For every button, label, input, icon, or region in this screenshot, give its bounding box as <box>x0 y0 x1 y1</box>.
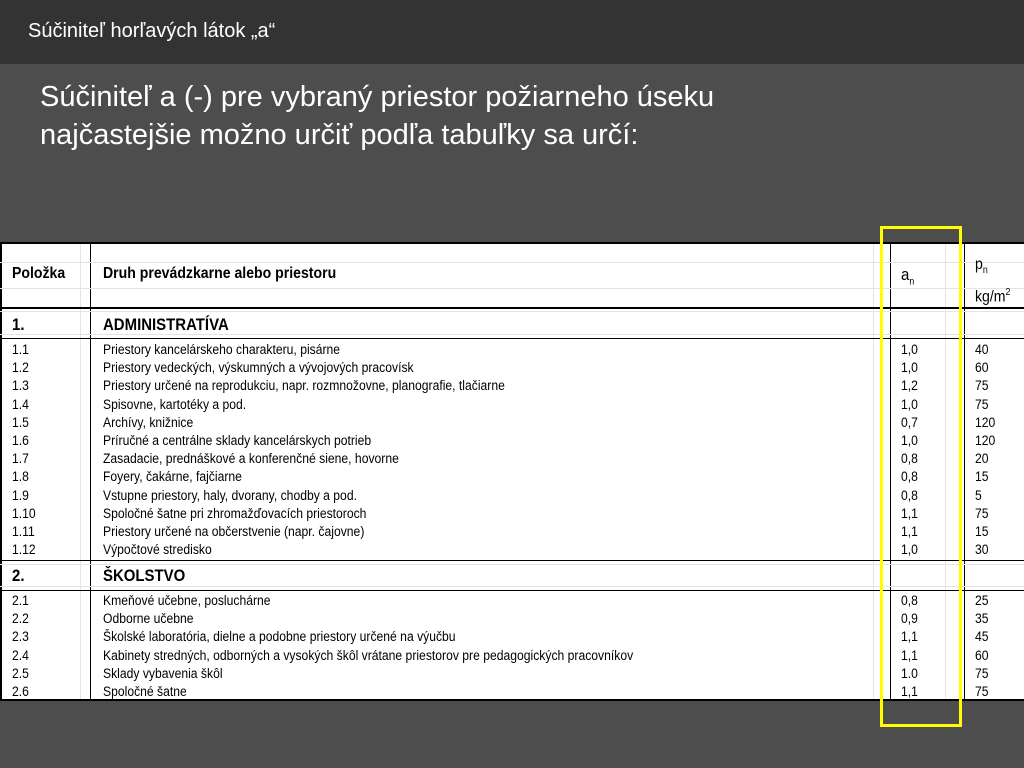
row-name: Archívy, knižnice <box>103 414 194 430</box>
row-id: 2.5 <box>12 665 29 681</box>
row-guide <box>0 262 1024 263</box>
row-p: 5 <box>975 487 982 503</box>
data-table <box>0 242 1024 701</box>
table-row <box>0 450 1024 468</box>
row-name: Zasadacie, prednáškové a konferenčné siene, hovorne <box>103 451 399 467</box>
row-p: 120 <box>975 414 996 430</box>
row-a: 1,1 <box>901 647 918 663</box>
header-p-unit-sup: 2 <box>1005 287 1011 299</box>
row-id: 1.1 <box>12 342 29 357</box>
row-a: 1,1 <box>901 629 918 645</box>
row-p: 75 <box>975 505 989 521</box>
header-pn <box>975 254 1010 309</box>
table-row <box>0 628 1024 646</box>
row-id: 1.7 <box>12 451 29 467</box>
row-a: 0,8 <box>901 593 918 608</box>
section-number: 1. <box>12 315 25 334</box>
row-name: Priestory vedeckých, výskumných a vývojových pracovísk <box>103 360 414 376</box>
row-p: 30 <box>975 542 989 558</box>
row-p: 35 <box>975 611 989 627</box>
table-row <box>0 359 1024 377</box>
section-divider <box>0 338 1024 339</box>
header-divider <box>0 307 1024 309</box>
row-a: 1,0 <box>901 396 918 412</box>
header-druh: Druh prevádzkarne alebo priestoru <box>103 265 337 282</box>
slide-heading <box>40 78 1000 154</box>
table-row <box>0 377 1024 395</box>
section-number: 2. <box>12 566 25 585</box>
section-name: ŠKOLSTVO <box>103 566 186 585</box>
an-column-highlight <box>880 226 962 727</box>
header-a-sub: n <box>909 276 915 288</box>
row-name: Priestory určené na občerstvenie (napr. čajovne) <box>103 523 365 539</box>
row-p: 15 <box>975 523 989 539</box>
row-guide <box>0 586 1024 587</box>
row-a: 1,1 <box>901 683 918 699</box>
row-name: Príručné a centrálne sklady kancelárskych potrieb <box>103 432 372 448</box>
row-name: Odborne učebne <box>103 611 194 627</box>
heading-line-2: najčastejšie možno určiť podľa tabuľky sa určí: <box>40 119 639 151</box>
row-a: 1,0 <box>901 432 918 448</box>
table-row <box>0 523 1024 541</box>
row-name: Spoločné šatne pri zhromažďovacích priestoroch <box>103 505 367 521</box>
section-divider <box>0 560 1024 561</box>
row-a: 0,8 <box>901 451 918 467</box>
section-name: ADMINISTRATÍVA <box>103 315 229 334</box>
row-a: 1.0 <box>901 665 918 681</box>
table-row <box>0 487 1024 505</box>
section-divider <box>0 590 1024 591</box>
header-p-sub: n <box>982 265 988 277</box>
row-a: 0,8 <box>901 487 918 503</box>
row-p: 40 <box>975 342 989 357</box>
row-p: 20 <box>975 451 989 467</box>
row-name: Sklady vybavenia škôl <box>103 665 223 681</box>
row-p: 15 <box>975 469 989 485</box>
table-row <box>0 432 1024 450</box>
section-rows <box>0 341 1024 559</box>
table-row <box>0 468 1024 486</box>
row-name: Kmeňové učebne, posluchárne <box>103 593 271 608</box>
row-id: 1.2 <box>12 360 29 376</box>
heading-line-1: Súčiniteľ a (-) pre vybraný priestor požiarneho úseku <box>40 81 715 113</box>
row-id: 1.12 <box>12 542 36 558</box>
row-name: Spisovne, kartotéky a pod. <box>103 396 247 412</box>
table-row <box>0 683 1024 701</box>
table-row <box>0 505 1024 523</box>
row-id: 2.1 <box>12 593 29 608</box>
table-row <box>0 610 1024 628</box>
row-a: 1,2 <box>901 378 918 394</box>
row-a: 0,7 <box>901 414 918 430</box>
row-p: 120 <box>975 432 996 448</box>
header-a: a <box>901 265 910 284</box>
row-p: 45 <box>975 629 989 645</box>
row-id: 1.4 <box>12 396 29 412</box>
row-a: 1,0 <box>901 342 918 357</box>
header-polozka: Položka <box>12 265 66 282</box>
row-id: 1.5 <box>12 414 29 430</box>
table-row <box>0 665 1024 683</box>
row-a: 1,1 <box>901 505 918 521</box>
row-id: 1.6 <box>12 432 29 448</box>
row-guide <box>0 288 1024 289</box>
row-name: Spoločné šatne <box>103 683 187 699</box>
table-row <box>0 414 1024 432</box>
row-name: Foyery, čakárne, fajčiarne <box>103 469 242 485</box>
row-id: 1.11 <box>12 523 35 539</box>
row-p: 25 <box>975 593 989 608</box>
row-a: 0,9 <box>901 611 918 627</box>
row-a: 1,1 <box>901 523 918 539</box>
row-id: 2.6 <box>12 683 29 699</box>
row-id: 2.4 <box>12 647 29 663</box>
slide-title: Súčiniteľ horľavých látok „a“ <box>28 20 276 42</box>
row-p: 60 <box>975 647 989 663</box>
row-p: 75 <box>975 378 989 394</box>
row-p: 60 <box>975 360 989 376</box>
row-id: 1.10 <box>12 505 36 521</box>
row-a: 0,8 <box>901 469 918 485</box>
row-name: Vstupne priestory, haly, dvorany, chodby a pod. <box>103 487 357 503</box>
slide-title-bar <box>0 0 1024 64</box>
row-guide <box>0 311 1024 312</box>
row-name: Školské laboratória, dielne a podobne priestory určené na výučbu <box>103 629 456 645</box>
header-p-unit: kg/m <box>975 288 1006 306</box>
table-row <box>0 396 1024 414</box>
table-row <box>0 647 1024 665</box>
row-p: 75 <box>975 396 989 412</box>
row-name: Výpočtové stredisko <box>103 542 212 558</box>
section-rows <box>0 592 1024 701</box>
row-id: 1.9 <box>12 487 29 503</box>
row-id: 1.3 <box>12 378 29 394</box>
header-p: p <box>975 256 983 273</box>
row-name: Priestory kancelárskeho charakteru, pisárne <box>103 342 341 357</box>
table-row <box>0 541 1024 559</box>
row-name: Priestory určené na reprodukciu, napr. rozmnožovne, planografie, tlačiarne <box>103 378 505 394</box>
row-p: 75 <box>975 683 989 699</box>
row-a: 1,0 <box>901 542 918 558</box>
table-row <box>0 341 1024 359</box>
row-id: 2.2 <box>12 611 29 627</box>
row-name: Kabinety stredných, odborných a vysokých škôl vrátane priestorov pre pedagogických pracovníkov <box>103 647 634 663</box>
row-guide <box>0 564 1024 565</box>
row-a: 1,0 <box>901 360 918 376</box>
row-id: 1.8 <box>12 469 29 485</box>
row-id: 2.3 <box>12 629 29 645</box>
table-border-top <box>0 242 1024 244</box>
table-row <box>0 592 1024 610</box>
row-p: 75 <box>975 665 989 681</box>
